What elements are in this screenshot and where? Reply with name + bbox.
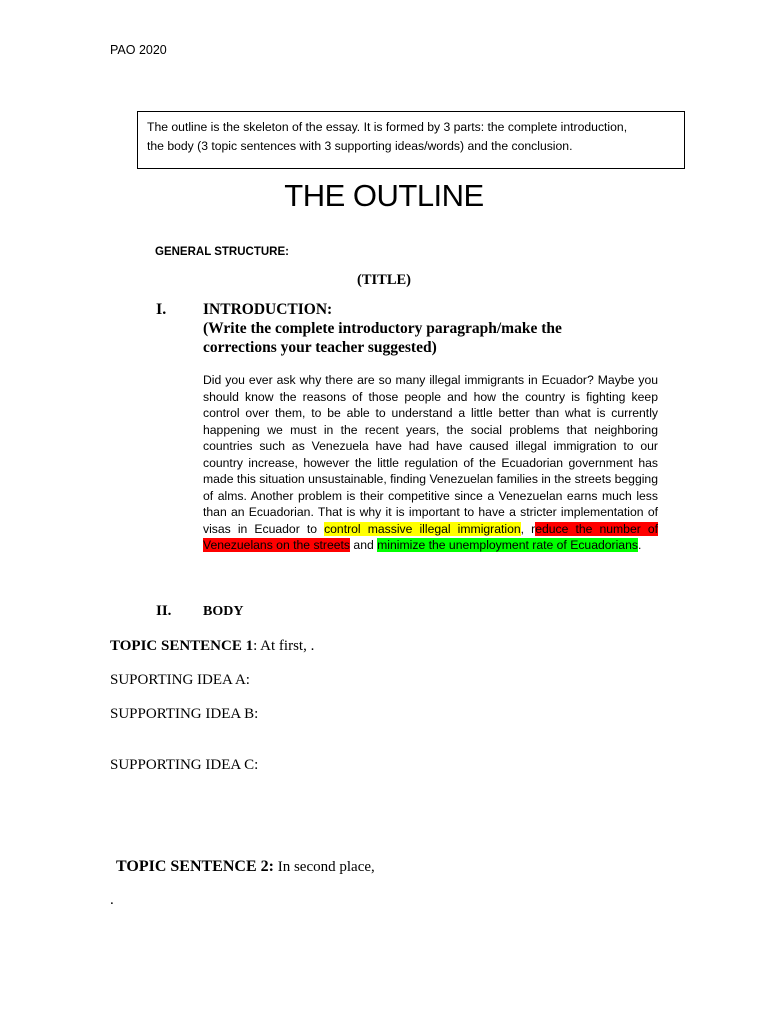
header-label: PAO 2020 — [110, 43, 167, 57]
supporting-idea-c: SUPPORTING IDEA C: — [110, 757, 259, 773]
heading-line: (Write the complete introductory paragraph/make the — [203, 320, 562, 337]
trailing-dot: . — [110, 892, 114, 908]
topic-label: TOPIC SENTENCE 1 — [110, 638, 254, 654]
page-title: THE OUTLINE — [284, 178, 484, 213]
introduction-heading — [203, 300, 663, 357]
separator: and — [350, 538, 378, 552]
info-box — [137, 111, 685, 169]
title-placeholder: (TITLE) — [357, 272, 411, 288]
general-structure-label: GENERAL STRUCTURE: — [155, 246, 289, 258]
supporting-idea-a: SUPORTING IDEA A: — [110, 672, 250, 688]
heading-line: corrections your teacher suggested) — [203, 339, 437, 356]
topic-label: TOPIC SENTENCE 2: — [116, 858, 274, 875]
heading-line: INTRODUCTION: — [203, 301, 333, 318]
highlight-yellow: control massive illegal immigration — [324, 521, 521, 536]
topic-text: In second place, — [273, 859, 375, 875]
body-heading: BODY — [203, 604, 244, 619]
info-box-line: the body (3 topic sentences with 3 supporting ideas/words) and the conclusion. — [147, 139, 573, 153]
topic-sentence-1 — [110, 638, 314, 655]
info-box-line: The outline is the skeleton of the essay. It is formed by 3 parts: the complete introduction, — [147, 120, 628, 134]
section-numeral: II. — [156, 603, 172, 619]
paragraph-end: . — [637, 538, 642, 552]
paragraph-text: Did you ever ask why there are so many illegal immigrants in Ecuador? Maybe you should know the reasons of those people and how the country is fighting keep control over them, to be able to understand a little better than what is currently happening we must in the recent years, the social problems that neighboring countries such as Venezuela have had have caused illegal immigration to our country increase, however the little regulation of the Ecuadorian government has made this situation unsustainable, finding Venezuelan families in the streets begging of alms. Another problem is their competitive since a Venezuelan earns much less than an Ecuadorian. That is why it is important to have a stricter implementation of visas in Ecuador to — [203, 373, 658, 536]
highlight-green: minimize the unemployment rate of Ecuadorians — [377, 538, 638, 552]
topic-text: : At first, . — [253, 638, 315, 654]
separator: , r — [520, 521, 536, 536]
supporting-idea-b: SUPPORTING IDEA B: — [110, 706, 259, 722]
highlight-red: educe the number of Venezuelans on the streets — [203, 521, 659, 552]
section-numeral: I. — [156, 301, 167, 318]
introduction-paragraph — [203, 372, 658, 554]
topic-sentence-2 — [116, 858, 375, 876]
